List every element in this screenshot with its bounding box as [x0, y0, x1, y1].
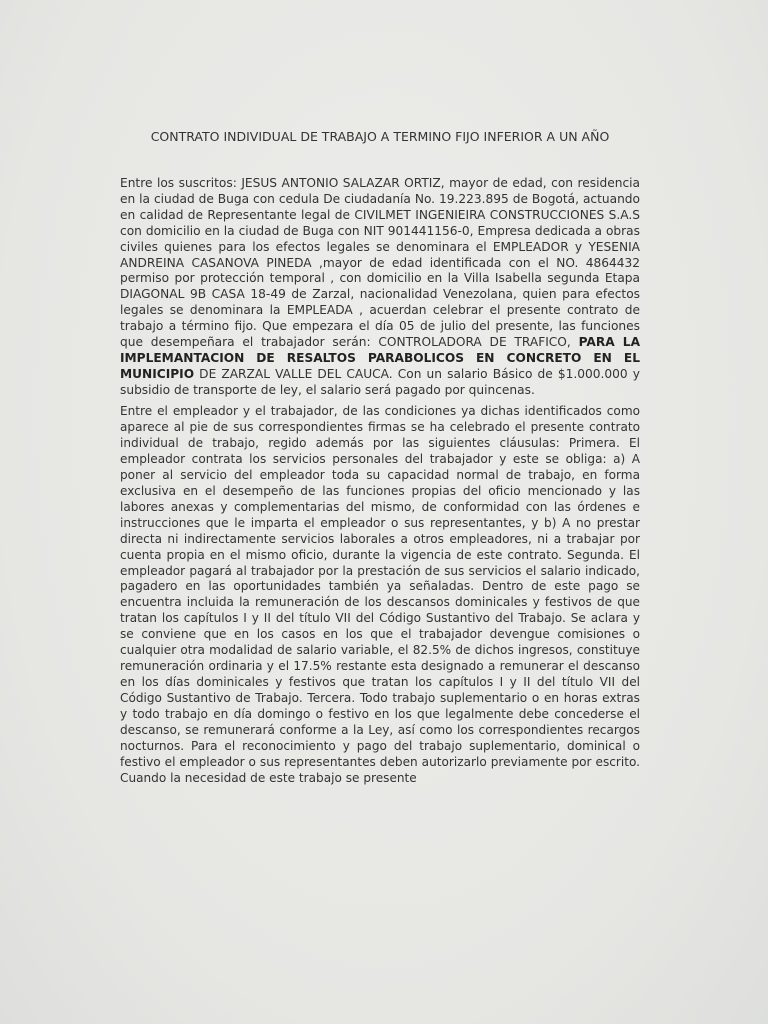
paragraph-text-end: DE ZARZAL VALLE DEL CAUCA. Con un salario Básico de $1.000.000 y subsidio de transporte de ley, el salario será pagado por quincenas. [120, 366, 640, 397]
paragraph-bold-text: PARA LA IMPLEMANTACION DE RESALTOS PARABOLICOS EN CONCRETO EN EL MUNICIPIO [120, 335, 640, 381]
contract-paragraph-parties [120, 176, 640, 399]
contract-paragraph-clauses: Entre el empleador y el trabajador, de las condiciones ya dichas identificados como aparece al pie de sus correspondientes firmas se ha celebrado el presente contrato individual de trabajo, regido además por las siguientes cláusulas: Primera. El empleador contrata los servicios personales del trabajador y este se obliga: a) A poner al servicio del empleador toda su capacidad normal de trabajo, en forma exclusiva en el desempeño de las funciones propias del oficio mencionado y las labores anexas y complementarias del mismo, de conformidad con las órdenes e instrucciones que le imparta el empleador o sus representantes, y b) A no prestar directa ni indirectamente servicios laborales a otros empleadores, ni a trabajar por cuenta propia en el mismo oficio, durante la vigencia de este contrato. Segunda. El empleador pagará al trabajador por la prestación de sus servicios el salario indicado, pagadero en las oportunidades también ya señaladas. Dentro de este pago se encuentra incluida la remuneración de los descansos dominicales y festivos de que tratan los capítulos I y II del título VII del Código Sustantivo del Trabajo. Se aclara y se conviene que en los casos en los que el trabajador devengue comisiones o cualquier otra modalidad de salario variable, el 82.5% de dichos ingresos, constituye remuneración ordinaria y el 17.5% restante esta designado a remunerar el descanso en los días dominicales y festivos que tratan los capítulos I y II del título VII del Código Sustantivo de Trabajo. Tercera. Todo trabajo suplementario o en horas extras y todo trabajo en día domingo o festivo en los que legalmente debe concederse el descanso, se remunerará conforme a la Ley, así como los correspondientes recargos nocturnos. Para el reconocimiento y pago del trabajo suplementario, dominical o festivo el empleador o sus representantes deben autorizarlo previamente por escrito. Cuando la necesidad de este trabajo se presente [120, 404, 640, 785]
document-title: CONTRATO INDIVIDUAL DE TRABAJO A TERMINO FIJO INFERIOR A UN AÑO [150, 129, 610, 144]
paragraph-text: Entre los suscritos: JESUS ANTONIO SALAZAR ORTIZ, mayor de edad, con residencia en la ciudad de Buga con cedula De ciudadanía No. 19.223.895 de Bogotá, actuando en calidad de Representante legal de CIVILMET INGENIEIRA CONSTRUCCIONES S.A.S con domicilio en la ciudad de Buga con NIT 901441156-0, Empresa dedicada a obras civiles quienes para los efectos legales se denominara el EMPLEADOR y YESENIA ANDREINA CASANOVA PINEDA ,mayor de edad identificada con el NO. 4864432 permiso por protección temporal , con domicilio en la Villa Isabella segunda Etapa DIAGONAL 9B CASA 18-49 de Zarzal, nacionalidad Venezolana, quien para efectos legales se denominara la EMPLEADA , acuerdan celebrar el presente contrato de trabajo a término fijo. Que empezara el día 05 de julio del presente, las funciones que desempeñara el trabajador serán: CONTROLADORA DE TRAFICO, [120, 176, 640, 350]
